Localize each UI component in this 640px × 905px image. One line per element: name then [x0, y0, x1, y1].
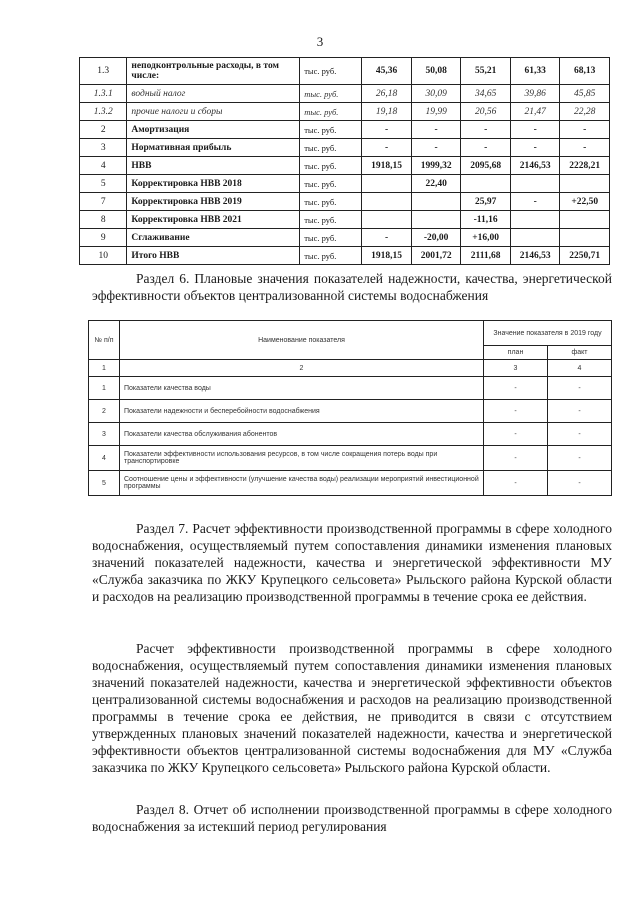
row-unit: тыс. руб. — [300, 247, 362, 265]
row-unit: тыс. руб. — [300, 139, 362, 157]
tariff-table — [79, 57, 610, 265]
row-value: 30,09 — [411, 85, 461, 103]
row-unit: тыс. руб. — [300, 121, 362, 139]
row-value — [510, 175, 560, 193]
row-value: 22,40 — [411, 175, 461, 193]
row-number: 10 — [80, 247, 127, 265]
row-value: 26,18 — [362, 85, 412, 103]
row-number: 1.3.2 — [80, 103, 127, 121]
row-value: 2095,68 — [461, 157, 511, 175]
row-value: +16,00 — [461, 229, 511, 247]
row-value: -20,00 — [411, 229, 461, 247]
row-unit: тыс. руб. — [300, 229, 362, 247]
row-value: -11,16 — [461, 211, 511, 229]
col-name-header: Наименование показателя — [120, 321, 484, 360]
row-value: 2228,21 — [560, 157, 610, 175]
row-value: 68,13 — [560, 58, 610, 85]
row-value: 50,08 — [411, 58, 461, 85]
row-value: 45,36 — [362, 58, 412, 85]
row-value — [510, 211, 560, 229]
indicator-number: 4 — [89, 446, 120, 471]
row-unit: тыс. руб. — [300, 193, 362, 211]
indicator-fact: - — [548, 471, 612, 496]
indicator-plan: - — [484, 400, 548, 423]
row-number: 2 — [80, 121, 127, 139]
indicator-number: 1 — [89, 377, 120, 400]
table-row — [89, 423, 612, 446]
indicator-fact: - — [548, 446, 612, 471]
indicators-table — [88, 320, 612, 496]
row-name: Корректировка НВВ 2019 — [127, 193, 300, 211]
table-row — [89, 377, 612, 400]
section-6-heading: Раздел 6. Плановые значения показателей надежности, качества, энергетической эффективности объектов централизованной системы водоснабжения — [92, 271, 612, 303]
table-row — [89, 446, 612, 471]
row-number: 1.3 — [80, 58, 127, 85]
row-value: 22,28 — [560, 103, 610, 121]
indicator-fact: - — [548, 400, 612, 423]
table-row — [80, 229, 610, 247]
row-value: - — [510, 139, 560, 157]
table-row — [80, 103, 610, 121]
section-7-body: Расчет эффективности производственной программы в сфере холодного водоснабжения, осуществляемый путем сопоставления динамики изменения плановых значений показателей надежности, качества и энергетической эффективности объектов централизованной системы водоснабжения и расходов на реализацию производственной программы в течение срока ее действия, не приводится в связи с отсутствием утвержденных плановых значений показателей надежности, качества и энергетической эффективности объектов централизованной системы водоснабжения для МУ «Служба заказчика по ЖКУ Крупецкого сельсовета» Рыльского района Курской области. — [92, 641, 612, 775]
table-row — [80, 175, 610, 193]
row-name: Корректировка НВВ 2018 — [127, 175, 300, 193]
row-value: - — [560, 139, 610, 157]
indicator-name: Показатели качества обслуживания абонентов — [120, 423, 484, 446]
indicator-plan: - — [484, 471, 548, 496]
row-value — [560, 229, 610, 247]
index-cell: 3 — [484, 360, 548, 377]
row-name: водный налог — [127, 85, 300, 103]
row-name: Итого НВВ — [127, 247, 300, 265]
row-unit: тыс. руб. — [300, 175, 362, 193]
indicator-name: Показатели надежности и бесперебойности водоснабжения — [120, 400, 484, 423]
table-index-row — [89, 360, 612, 377]
row-value: - — [362, 139, 412, 157]
indicator-plan: - — [484, 446, 548, 471]
row-value: +22,50 — [560, 193, 610, 211]
section-7-heading: Раздел 7. Расчет эффективности производственной программы в сфере холодного водоснабжения, осуществляемый путем сопоставления динамики изменения плановых значений показателей надежности, качества и энергетической эффективности МУ «Служба заказчика по ЖКУ Крупецкого сельсовета» Рыльского района Курской области и расходов на реализацию производственной программы в течение срока ее действия. — [92, 521, 612, 604]
row-value: 2146,53 — [510, 157, 560, 175]
row-value: 2111,68 — [461, 247, 511, 265]
table-row — [89, 400, 612, 423]
index-cell: 4 — [548, 360, 612, 377]
table-row — [89, 471, 612, 496]
row-value: 61,33 — [510, 58, 560, 85]
row-unit: тыс. руб. — [300, 85, 362, 103]
row-value: 2146,53 — [510, 247, 560, 265]
row-value: - — [362, 229, 412, 247]
col-fact-header: факт — [548, 346, 612, 360]
row-number: 1.3.1 — [80, 85, 127, 103]
row-unit: тыс. руб. — [300, 157, 362, 175]
row-value — [560, 211, 610, 229]
table-row — [80, 193, 610, 211]
row-value: 2250,71 — [560, 247, 610, 265]
row-value: - — [411, 139, 461, 157]
row-value: 34,65 — [461, 85, 511, 103]
row-number: 5 — [80, 175, 127, 193]
row-value — [362, 175, 412, 193]
row-value: 19,18 — [362, 103, 412, 121]
indicator-number: 3 — [89, 423, 120, 446]
row-value: 20,56 — [461, 103, 511, 121]
row-value: 55,21 — [461, 58, 511, 85]
row-name: Амортизация — [127, 121, 300, 139]
indicator-number: 2 — [89, 400, 120, 423]
row-name: НВВ — [127, 157, 300, 175]
row-value: 21,47 — [510, 103, 560, 121]
indicator-plan: - — [484, 423, 548, 446]
table-row — [80, 121, 610, 139]
row-value — [411, 193, 461, 211]
row-name: Нормативная прибыль — [127, 139, 300, 157]
row-value: - — [461, 139, 511, 157]
row-value: - — [510, 193, 560, 211]
table-header-row — [89, 321, 612, 346]
row-value: - — [510, 121, 560, 139]
row-value — [560, 175, 610, 193]
table-row — [80, 85, 610, 103]
row-number: 3 — [80, 139, 127, 157]
row-unit: тыс. руб. — [300, 103, 362, 121]
row-name: неподконтрольные расходы, в том числе: — [127, 58, 300, 85]
col-plan-header: план — [484, 346, 548, 360]
row-unit: тыс. руб. — [300, 58, 362, 85]
table-row — [80, 58, 610, 85]
indicator-number: 5 — [89, 471, 120, 496]
index-cell: 1 — [89, 360, 120, 377]
row-number: 7 — [80, 193, 127, 211]
col-value-header: Значение показателя в 2019 году — [484, 321, 612, 346]
row-value — [510, 229, 560, 247]
indicator-plan: - — [484, 377, 548, 400]
section-8-heading: Раздел 8. Отчет об исполнении производственной программы в сфере холодного водоснабжения за истекший период регулирования — [92, 802, 612, 834]
row-value: - — [411, 121, 461, 139]
table-row — [80, 157, 610, 175]
row-value: 2001,72 — [411, 247, 461, 265]
row-value: 19,99 — [411, 103, 461, 121]
row-value: 1918,15 — [362, 157, 412, 175]
indicator-name: Соотношение цены и эффективности (улучшение качества воды) реализации мероприятий инвестиционной программы — [120, 471, 484, 496]
row-number: 8 — [80, 211, 127, 229]
row-value — [362, 193, 412, 211]
row-value: 1999,32 — [411, 157, 461, 175]
row-unit: тыс. руб. — [300, 211, 362, 229]
row-value: - — [362, 121, 412, 139]
table-row — [80, 247, 610, 265]
row-value: 45,85 — [560, 85, 610, 103]
row-name: Сглаживание — [127, 229, 300, 247]
row-value — [362, 211, 412, 229]
page-number: 3 — [316, 34, 324, 49]
row-number: 4 — [80, 157, 127, 175]
row-value: 39,86 — [510, 85, 560, 103]
row-name: Корректировка НВВ 2021 — [127, 211, 300, 229]
indicator-name: Показатели качества воды — [120, 377, 484, 400]
col-no-header: № п/п — [89, 321, 120, 360]
index-cell: 2 — [120, 360, 484, 377]
row-value: 25,97 — [461, 193, 511, 211]
row-name: прочие налоги и сборы — [127, 103, 300, 121]
row-value: - — [461, 121, 511, 139]
row-value: - — [560, 121, 610, 139]
row-number: 9 — [80, 229, 127, 247]
row-value — [411, 211, 461, 229]
table-row — [80, 211, 610, 229]
indicator-name: Показатели эффективности использования ресурсов, в том числе сокращения потерь воды при транспортировке — [120, 446, 484, 471]
table-row — [80, 139, 610, 157]
indicator-fact: - — [548, 423, 612, 446]
row-value: 1918,15 — [362, 247, 412, 265]
indicator-fact: - — [548, 377, 612, 400]
row-value — [461, 175, 511, 193]
